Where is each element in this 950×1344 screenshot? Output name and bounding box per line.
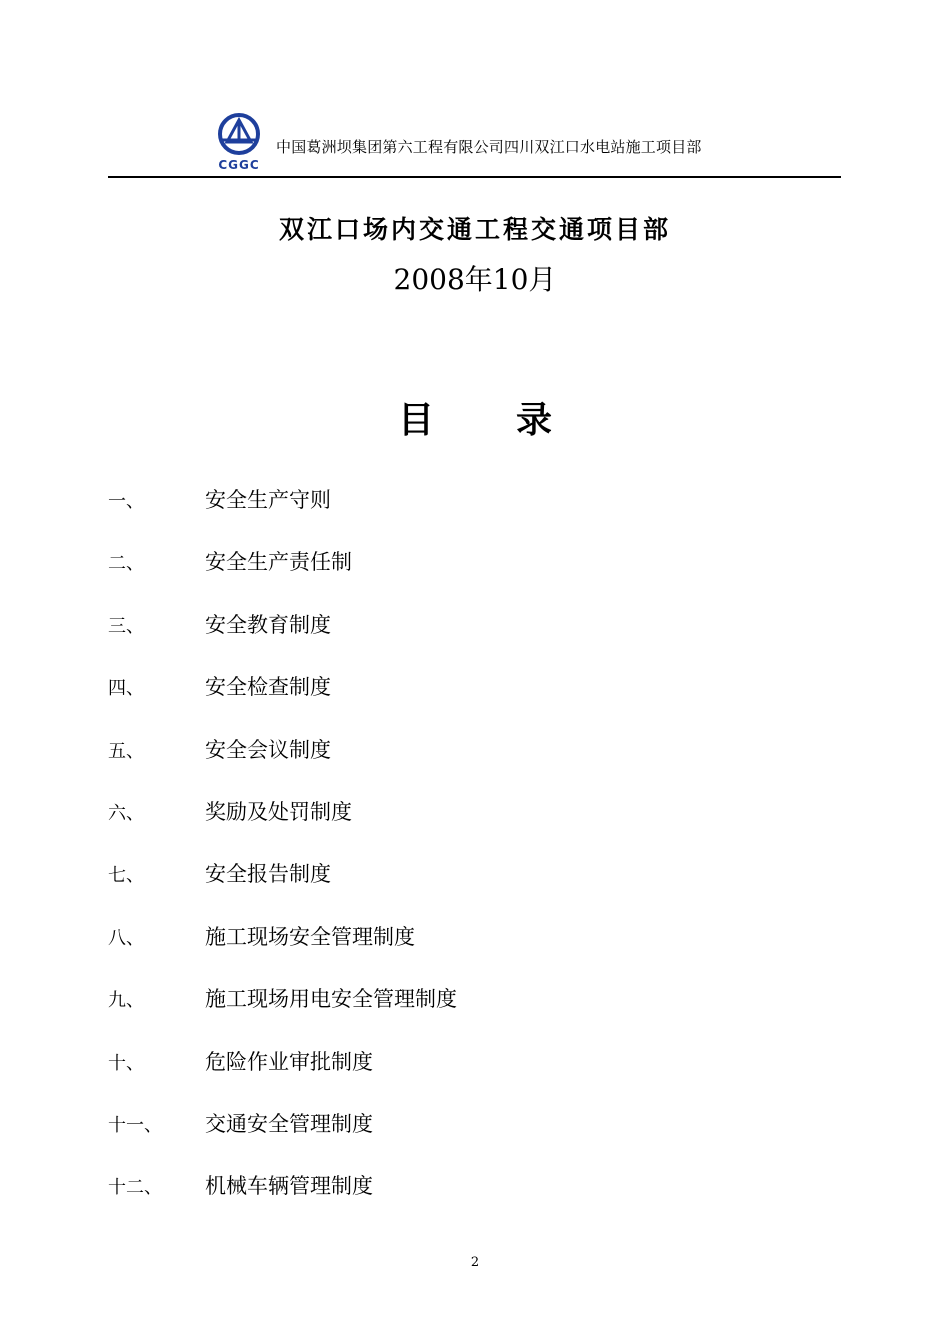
toc-item[interactable] <box>108 484 808 546</box>
toc-item[interactable] <box>108 1046 808 1108</box>
toc-item[interactable] <box>108 1108 808 1170</box>
toc-item-title: 危险作业审批制度 <box>205 1049 373 1074</box>
toc-item-number: 三、 <box>108 615 144 637</box>
cggc-logo <box>208 110 270 172</box>
toc-heading <box>0 392 950 443</box>
toc-item-number: 八、 <box>108 927 144 949</box>
toc-item-number: 十二、 <box>108 1177 162 1199</box>
toc-item-title: 奖励及处罚制度 <box>205 799 352 824</box>
page-number: 2 <box>470 1255 480 1270</box>
toc-item-number: 二、 <box>108 553 144 575</box>
header-rule <box>108 176 841 178</box>
toc-item-title: 交通安全管理制度 <box>205 1111 373 1136</box>
toc-item[interactable] <box>108 546 808 608</box>
svg-text:CGGC: CGGC <box>218 158 260 172</box>
company-name: 中国葛洲坝集团第六工程有限公司四川双江口水电站施工项目部 <box>276 138 702 156</box>
toc-item-number: 十一、 <box>108 1114 162 1136</box>
toc-item-title: 施工现场安全管理制度 <box>205 924 415 949</box>
toc-item-title: 施工现场用电安全管理制度 <box>205 987 457 1012</box>
toc-item-title: 安全生产责任制 <box>205 550 352 575</box>
toc-item[interactable] <box>108 671 808 733</box>
toc-item[interactable] <box>108 921 808 983</box>
toc-item[interactable] <box>108 796 808 858</box>
toc-item-number: 五、 <box>108 740 144 762</box>
toc-item-title: 安全检查制度 <box>205 675 331 700</box>
toc-item-number: 六、 <box>108 802 144 824</box>
toc-item[interactable] <box>108 734 808 796</box>
document-date: 2008年10月 <box>393 263 557 296</box>
toc-item-title: 机械车辆管理制度 <box>205 1174 373 1199</box>
toc-item-number: 一、 <box>108 491 144 512</box>
toc-item[interactable] <box>108 1170 808 1232</box>
toc-heading-left: 目 <box>397 400 434 441</box>
toc-item[interactable] <box>108 858 808 920</box>
toc-item-title: 安全会议制度 <box>205 737 331 762</box>
document-header <box>108 108 841 176</box>
table-of-contents <box>108 484 808 1233</box>
toc-item-number: 四、 <box>108 678 144 700</box>
toc-item[interactable] <box>108 609 808 671</box>
toc-item-title: 安全报告制度 <box>205 862 331 887</box>
toc-item-title: 安全生产守则 <box>205 488 331 512</box>
toc-heading-right: 录 <box>516 400 553 441</box>
toc-item-number: 九、 <box>108 990 144 1012</box>
toc-item-title: 安全教育制度 <box>205 612 331 637</box>
toc-item-number: 七、 <box>108 865 144 887</box>
department-title: 双江口场内交通工程交通项目部 <box>278 215 671 244</box>
toc-item[interactable] <box>108 983 808 1045</box>
toc-item-number: 十、 <box>108 1052 144 1074</box>
